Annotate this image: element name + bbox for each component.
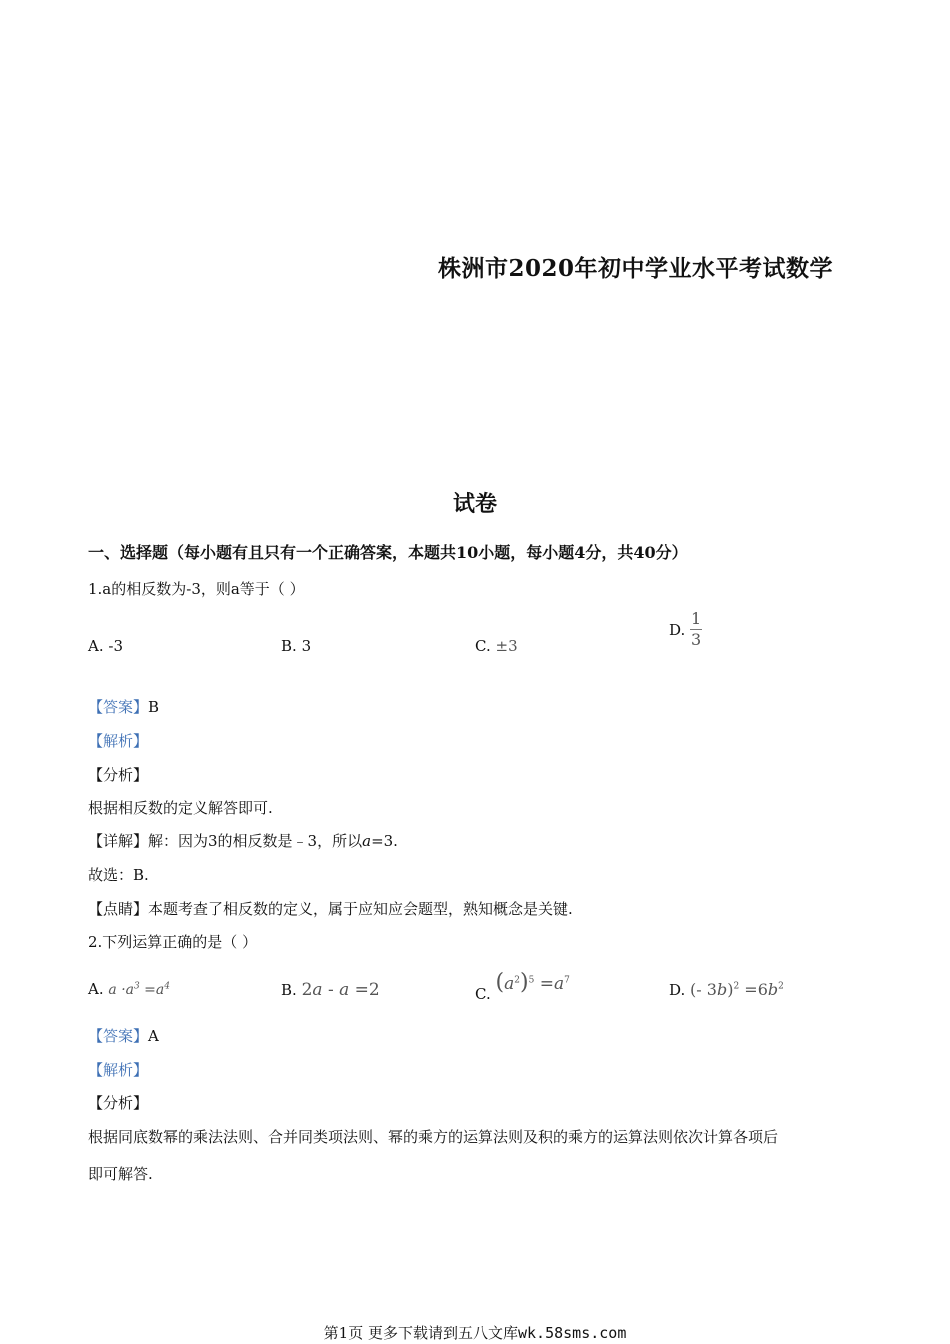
q2-fenxi-text-1: 根据同底数幂的乘法法则、合并同类项法则、幂的乘方的运算法则及积的乘方的运算法则依次计算各项后 [88, 1128, 779, 1146]
formula-a: $a \cdot a^3 =a^4$ [108, 981, 170, 998]
q2-fenxi-text-2: 即可解答. [88, 1165, 153, 1183]
page-footer: 第1页 更多下载请到五八文库wk.58sms.com [323, 1324, 627, 1342]
q2-fenxi-tag: 【分析】 [88, 1094, 149, 1112]
q2-option-d: D. (- $3b)^2 =6b^2$ [669, 980, 784, 999]
formula-d: (- $3b)^2 =6b^2$ [690, 980, 784, 999]
section-heading: 一、选择题（每小题有且只有一个正确答案，本题共10小题，每小题4分，共40分） [88, 543, 688, 562]
page-number: 1 [338, 1324, 349, 1342]
q1-option-c: C. ±3 [475, 637, 518, 655]
q1-fenxi-text: 根据相反数的定义解答即可. [88, 799, 273, 817]
document-subtitle: 试卷 [452, 491, 497, 517]
q1-fenxi-tag: 【分析】 [88, 766, 149, 784]
document-title: 株洲市2020年初中学业水平考试数学 [438, 255, 834, 282]
formula-b: 2a - a =2 [301, 980, 380, 1000]
q2-analysis-tag: 【解析】 [88, 1061, 149, 1079]
q2-option-b: B. 2a - a =2 [281, 980, 380, 1000]
q1-stem: 1.a的相反数为-3，则a等于（ ） [88, 580, 305, 598]
q2-answer: 【答案】A [88, 1027, 159, 1045]
footer-site: wk.58sms.com [517, 1324, 627, 1342]
q1-comment: 【点睛】本题考查了相反数的定义，属于应知应会题型，熟知概念是关键. [88, 900, 573, 918]
q2-option-a: A. $a \cdot a^3 =a^4$ [88, 980, 170, 998]
q1-analysis-tag: 【解析】 [88, 732, 149, 750]
q1-choose: 故选：B. [88, 866, 149, 884]
q1-option-d: D. $\frac{1}{3}$ [669, 609, 702, 649]
q1-detail: 【详解】解：因为3的相反数是﹣3，所以a=3. [88, 832, 398, 850]
fraction-one-third: $\frac{1}{3}$ [690, 609, 702, 649]
formula-c: $(a^2)^5 =a^7$ [495, 970, 570, 995]
q1-option-a: A. -3 [88, 637, 124, 655]
q1-answer: 【答案】B [88, 698, 160, 716]
q1-option-b: B. 3 [281, 637, 312, 655]
q2-stem: 2.下列运算正确的是（ ） [88, 933, 258, 951]
q2-option-c: C. $(a^2)^5 =a^7$ [475, 970, 570, 1003]
